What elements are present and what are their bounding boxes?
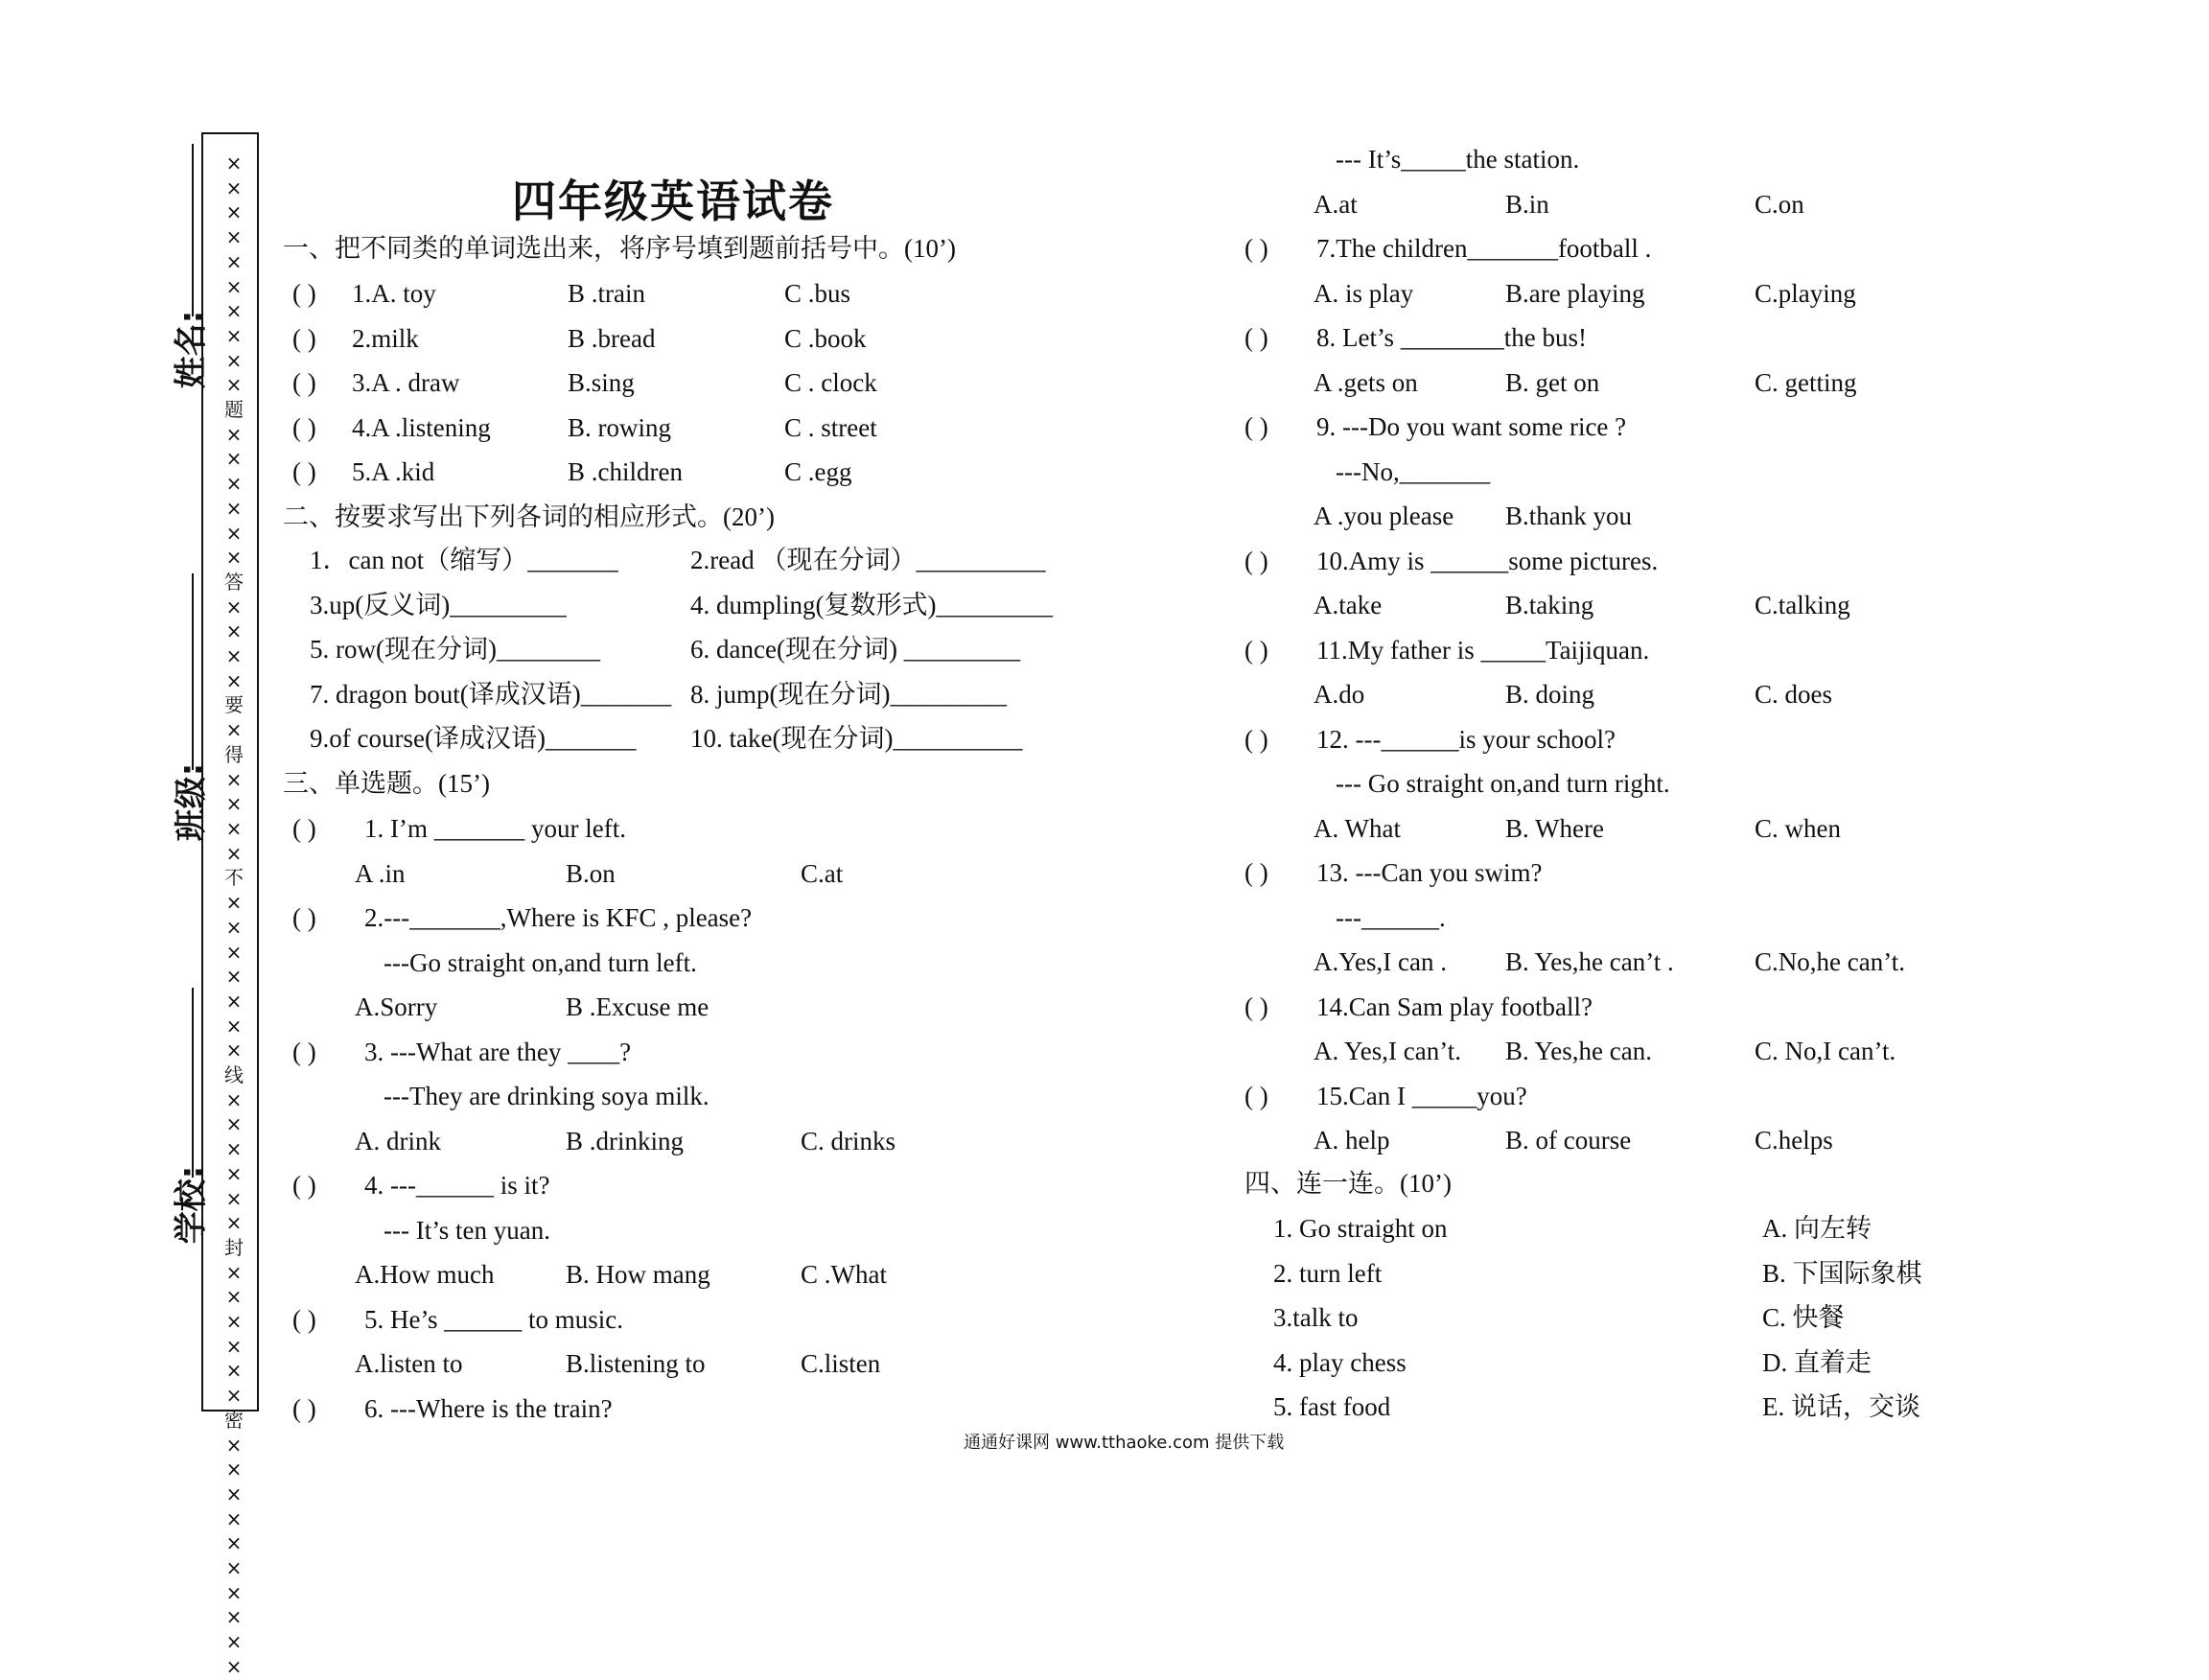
seal-mark: 题 — [224, 398, 244, 422]
seal-mark: × — [225, 1359, 243, 1383]
question-text: 1. I’m _______ your left. — [364, 814, 626, 843]
paren-blank: ( ) — [292, 1171, 316, 1200]
item-option-c: C .book — [784, 323, 867, 353]
answer-option: A. What — [1314, 813, 1401, 843]
paren-blank: ( ) — [1244, 1081, 1268, 1110]
answer-option: A.at — [1314, 189, 1358, 219]
school-underline — [192, 988, 194, 1178]
question-text: 2.---_______,Where is KFC , please? — [364, 903, 753, 932]
answer-option: A. help — [1314, 1126, 1390, 1155]
answer-option: A.do — [1314, 680, 1365, 709]
question-text: 7.The children_______football . — [1316, 234, 1652, 263]
paren-blank: ( ) — [292, 323, 316, 353]
question-text: 15.Can I _____you? — [1316, 1081, 1527, 1110]
match-right-item: E. 说话，交谈 — [1762, 1392, 1920, 1421]
answer-option: B. of course — [1505, 1126, 1632, 1155]
answer-option: B.in — [1505, 189, 1549, 219]
item-option-c: C . street — [784, 412, 877, 442]
match-left-item: 1. Go straight on — [1273, 1214, 1448, 1243]
form-question: 7. dragon bout(译成汉语)_______ — [310, 679, 672, 709]
item-option-c: C .bus — [784, 279, 851, 308]
answer-option: B.taking — [1505, 591, 1594, 619]
paren-blank: ( ) — [1244, 724, 1268, 754]
question-text: 14.Can Sam play football? — [1316, 992, 1593, 1021]
question-text: 6. ---Where is the train? — [364, 1393, 613, 1423]
section3-heading: 三、单选题。(15’) — [283, 769, 490, 798]
question-subline: --- Go straight on,and turn right. — [1336, 769, 1670, 798]
answer-option: A. is play — [1314, 278, 1414, 308]
seal-mark: × — [225, 644, 243, 668]
seal-mark: × — [225, 1334, 243, 1358]
form-question: 6. dance(现在分词) _________ — [690, 635, 1021, 664]
answer-option: B .drinking — [566, 1126, 685, 1155]
seal-mark: 密 — [224, 1408, 244, 1432]
seal-mark: × — [225, 1161, 243, 1185]
seal-mark: × — [225, 1211, 243, 1235]
seal-mark: × — [225, 1014, 243, 1038]
seal-mark: × — [225, 1112, 243, 1136]
school-label: 学校: — [172, 1165, 211, 1245]
paren-blank: ( ) — [292, 1393, 316, 1423]
seal-mark: × — [225, 422, 243, 446]
seal-mark: × — [225, 373, 243, 397]
answer-option: C.playing — [1755, 278, 1856, 308]
question-text: 11.My father is _____Taijiquan. — [1316, 635, 1650, 665]
seal-mark: × — [225, 1260, 243, 1284]
form-question: 2.read （现在分词）__________ — [690, 546, 1046, 574]
seal-mark: 不 — [224, 866, 244, 890]
answer-option: B.are playing — [1505, 278, 1645, 308]
seal-mark: × — [225, 1482, 243, 1505]
item-option-a: 1.A. toy — [352, 279, 436, 308]
seal-mark: × — [225, 1038, 243, 1062]
seal-mark: × — [225, 1186, 243, 1210]
seal-mark: × — [225, 1458, 243, 1482]
paren-blank: ( ) — [292, 814, 316, 843]
seal-mark: × — [225, 792, 243, 816]
seal-mark: × — [225, 915, 243, 939]
question-text: 9. ---Do you want some rice ? — [1316, 412, 1627, 441]
question-subline: ---Go straight on,and turn left. — [384, 947, 697, 977]
name-label: 姓名: — [172, 310, 211, 389]
answer-option: A.listen to — [355, 1349, 463, 1378]
form-question: 4. dumpling(复数形式)_________ — [690, 590, 1053, 619]
seal-mark: × — [225, 1433, 243, 1457]
question-text: 13. ---Can you swim? — [1316, 858, 1543, 887]
item-option-c: C . clock — [784, 368, 877, 397]
answer-option: C. No,I can’t. — [1755, 1037, 1896, 1065]
question-text: 3. ---What are they ____? — [364, 1037, 632, 1066]
question-subline: --- It’s_____the station. — [1336, 145, 1580, 174]
seal-mark: × — [225, 447, 243, 471]
footer-credit: 通通好课网 www.tthaoke.com 提供下载 — [964, 1433, 1285, 1453]
match-right-item: C. 快餐 — [1762, 1303, 1845, 1332]
seal-mark: × — [225, 1531, 243, 1555]
item-option-a: 2.milk — [352, 323, 419, 353]
seal-mark: × — [225, 1605, 243, 1629]
seal-mark: 封 — [224, 1235, 244, 1259]
seal-mark: × — [225, 1580, 243, 1604]
paren-blank: ( ) — [1244, 635, 1268, 665]
seal-mark: × — [225, 496, 243, 520]
seal-mark: × — [225, 965, 243, 989]
seal-mark: × — [225, 718, 243, 742]
answer-option: B. Yes,he can’t . — [1505, 947, 1674, 976]
seal-mark: × — [225, 989, 243, 1013]
seal-mark: 得 — [224, 742, 244, 766]
answer-option: C.No,he can’t. — [1755, 947, 1905, 976]
seal-mark: × — [225, 668, 243, 692]
answer-option: B. How mang — [566, 1260, 710, 1289]
item-option-a: 4.A .listening — [352, 412, 491, 442]
paren-blank: ( ) — [292, 457, 316, 486]
item-option-b: B .train — [568, 279, 645, 308]
item-option-b: B. rowing — [568, 412, 671, 442]
answer-option: C. drinks — [801, 1126, 896, 1155]
section4-heading: 四、连一连。(10’) — [1244, 1169, 1452, 1198]
question-text: 5. He’s ______ to music. — [364, 1304, 623, 1334]
paren-blank: ( ) — [1244, 323, 1268, 352]
form-question: 3.up(反义词)_________ — [310, 590, 567, 619]
form-question: 10. take(现在分词)__________ — [690, 724, 1023, 753]
paren-blank: ( ) — [1244, 412, 1268, 441]
seal-mark: × — [225, 1384, 243, 1408]
paren-blank: ( ) — [1244, 234, 1268, 263]
match-left-item: 2. turn left — [1273, 1258, 1383, 1288]
question-text: 8. Let’s ________the bus! — [1316, 323, 1587, 352]
seal-mark: × — [225, 225, 243, 249]
seal-mark: 线 — [224, 1063, 244, 1087]
paren-blank: ( ) — [1244, 546, 1268, 575]
answer-option: B.on — [566, 858, 616, 888]
seal-mark: × — [225, 152, 243, 175]
question-text: 4. ---______ is it? — [364, 1171, 550, 1200]
seal-mark: × — [225, 274, 243, 298]
form-question: 8. jump(现在分词)_________ — [690, 679, 1007, 709]
match-right-item: B. 下国际象棋 — [1762, 1258, 1922, 1288]
answer-option: C. when — [1755, 813, 1841, 843]
item-option-a: 5.A .kid — [352, 457, 435, 486]
seal-mark: × — [225, 348, 243, 372]
seal-mark: × — [225, 1506, 243, 1530]
answer-option: B. Where — [1505, 813, 1604, 843]
paren-blank: ( ) — [292, 368, 316, 397]
seal-mark: × — [225, 940, 243, 964]
answer-option: A.Yes,I can . — [1314, 947, 1447, 976]
answer-option: B.listening to — [566, 1349, 706, 1378]
item-option-c: C .egg — [784, 457, 852, 486]
seal-mark: × — [225, 1630, 243, 1654]
paren-blank: ( ) — [292, 1037, 316, 1066]
form-question: 5. row(现在分词)________ — [310, 635, 600, 664]
seal-mark: × — [225, 472, 243, 496]
match-left-item: 3.talk to — [1273, 1303, 1359, 1332]
seal-mark: × — [225, 891, 243, 915]
item-option-b: B .bread — [568, 323, 656, 353]
seal-mark: × — [225, 1087, 243, 1111]
seal-line-marks — [221, 152, 246, 1680]
page-title: 四年级英语试卷 — [512, 175, 834, 227]
answer-option: C .What — [801, 1260, 887, 1289]
seal-mark: × — [225, 546, 243, 570]
item-option-b: B .children — [568, 457, 683, 486]
section1-heading: 一、把不同类的单词选出来，将序号填到题前括号中。(10’) — [283, 234, 956, 263]
seal-mark: × — [225, 1285, 243, 1309]
seal-mark: × — [225, 841, 243, 865]
answer-option: B. get on — [1505, 367, 1600, 397]
answer-option: C. getting — [1755, 367, 1857, 397]
seal-mark: × — [225, 816, 243, 840]
answer-option: A .gets on — [1314, 367, 1418, 397]
seal-mark: × — [225, 1310, 243, 1334]
answer-option: C.helps — [1755, 1126, 1833, 1155]
question-subline: ---They are drinking soya milk. — [384, 1082, 709, 1110]
match-left-item: 4. play chess — [1273, 1347, 1407, 1377]
answer-option: B. Yes,he can. — [1505, 1037, 1652, 1065]
answer-option: A.How much — [355, 1260, 495, 1289]
question-text: 10.Amy is ______some pictures. — [1316, 546, 1659, 575]
seal-mark: × — [225, 1654, 243, 1678]
answer-option: A .you please — [1314, 502, 1454, 530]
answer-option: C.on — [1755, 189, 1804, 219]
seal-mark: × — [225, 1137, 243, 1161]
seal-mark: × — [225, 767, 243, 791]
seal-mark: × — [225, 595, 243, 618]
seal-mark: × — [225, 521, 243, 545]
match-right-item: D. 直着走 — [1762, 1347, 1872, 1377]
form-question: 9.of course(译成汉语)_______ — [310, 724, 637, 753]
match-right-item: A. 向左转 — [1762, 1214, 1872, 1243]
paren-blank: ( ) — [292, 903, 316, 932]
question-subline: ---No,_______ — [1336, 456, 1491, 486]
seal-mark: × — [225, 299, 243, 323]
item-option-a: 3.A . draw — [352, 368, 460, 397]
seal-mark: 要 — [224, 693, 244, 717]
paren-blank: ( ) — [292, 412, 316, 442]
item-option-b: B.sing — [568, 368, 635, 397]
seal-mark: 答 — [224, 570, 244, 594]
class-label: 班级: — [172, 762, 211, 842]
answer-option: B .Excuse me — [566, 992, 709, 1021]
name-underline — [192, 144, 194, 316]
paren-blank: ( ) — [292, 1304, 316, 1334]
question-subline: --- It’s ten yuan. — [384, 1215, 550, 1245]
paren-blank: ( ) — [1244, 992, 1268, 1021]
question-text: 12. ---______is your school? — [1316, 724, 1616, 754]
answer-option: A.take — [1314, 591, 1383, 619]
match-left-item: 5. fast food — [1273, 1392, 1391, 1421]
answer-option: A. Yes,I can’t. — [1314, 1037, 1461, 1065]
question-subline: ---______. — [1336, 902, 1446, 932]
seal-mark: × — [225, 200, 243, 224]
answer-option: C.listen — [801, 1349, 881, 1378]
answer-option: C.at — [801, 858, 844, 888]
answer-option: A.Sorry — [355, 992, 438, 1021]
seal-mark: × — [225, 249, 243, 273]
answer-option: B. doing — [1505, 680, 1595, 709]
answer-option: B.thank you — [1505, 502, 1632, 530]
section2-heading: 二、按要求写出下列各词的相应形式。(20’) — [283, 502, 775, 531]
seal-mark: × — [225, 619, 243, 643]
paren-blank: ( ) — [292, 279, 316, 308]
class-underline — [192, 573, 194, 770]
seal-mark: × — [225, 323, 243, 347]
answer-option: A. drink — [355, 1126, 441, 1155]
form-question: 1．can not（缩写）_______ — [310, 546, 618, 574]
answer-option: A .in — [355, 858, 406, 888]
answer-option: C.talking — [1755, 591, 1850, 619]
seal-mark: × — [225, 175, 243, 199]
seal-mark: × — [225, 1556, 243, 1580]
answer-option: C. does — [1755, 680, 1832, 709]
paren-blank: ( ) — [1244, 858, 1268, 887]
